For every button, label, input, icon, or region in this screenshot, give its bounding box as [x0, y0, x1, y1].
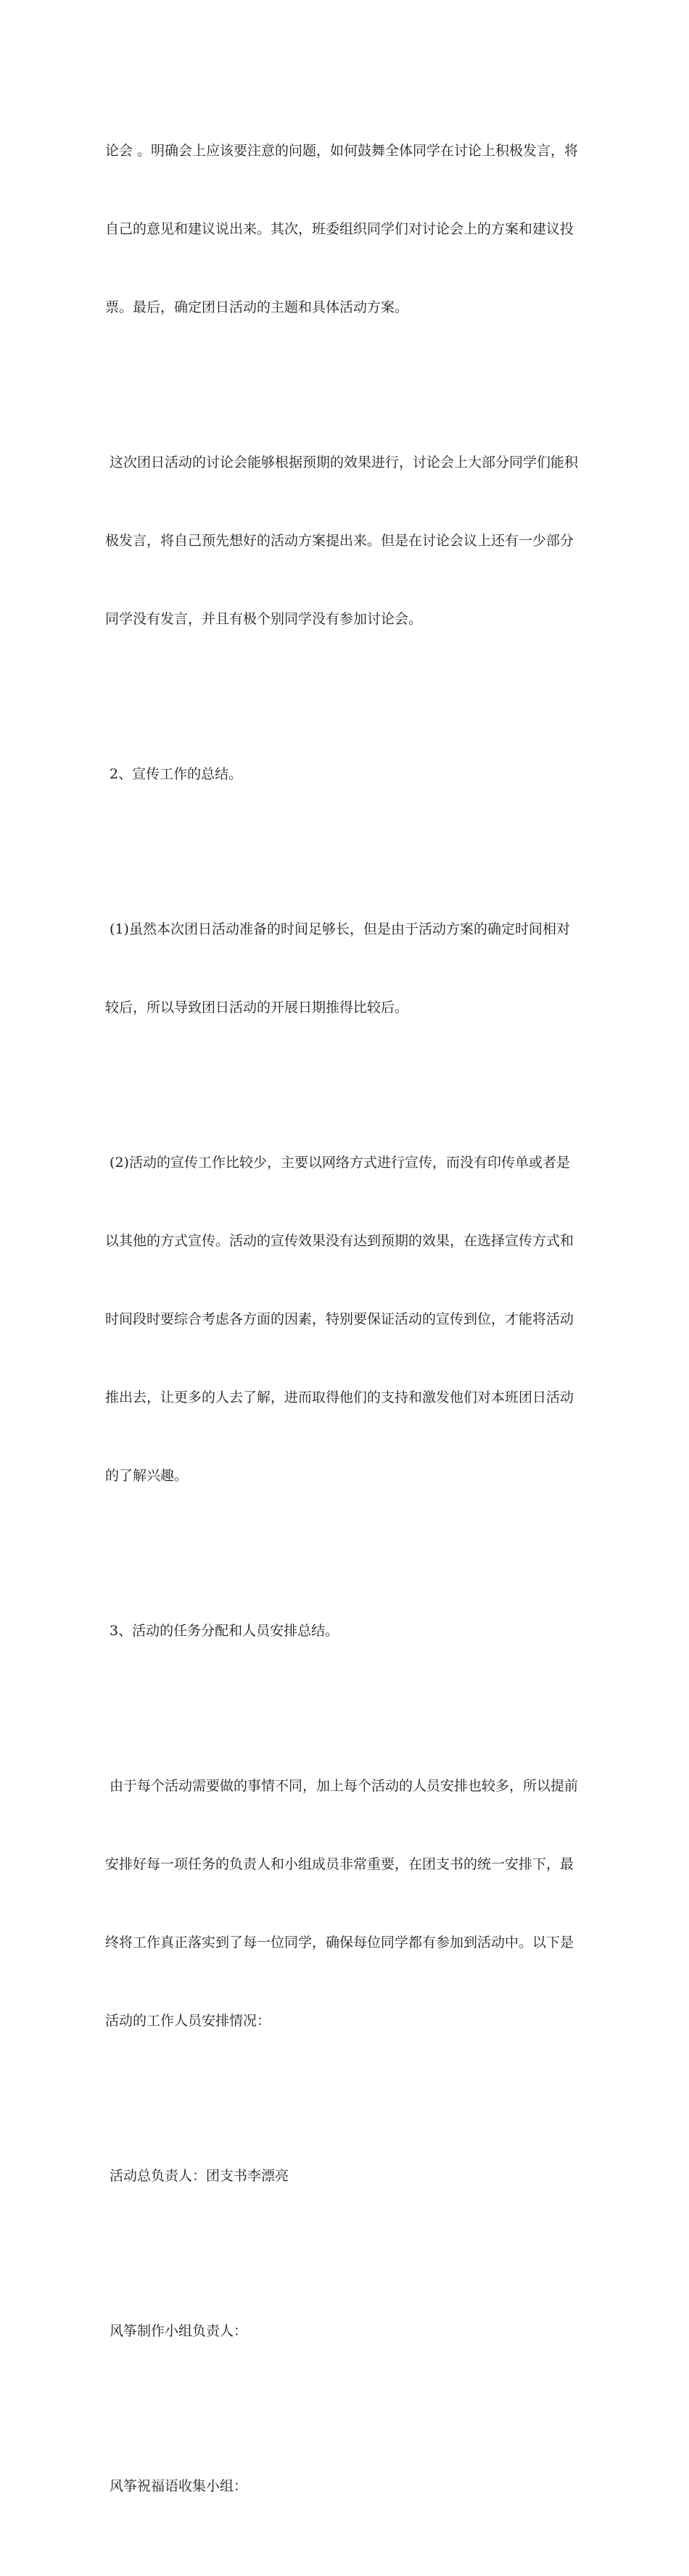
- paragraph-publicity-point-2: [105, 1097, 587, 1541]
- heading-line: 3、活动的任务分配和人员安排总结。: [105, 1623, 339, 1639]
- paragraph-discussion-plan: [105, 86, 587, 373]
- text-line: 活动的工作人员安排情况：: [105, 2013, 271, 2029]
- text-line: 推出去，让更多的人去了解，进而取得他们的支持和激发他们对本班团日活动: [105, 1389, 574, 1405]
- heading-line: 2、宣传工作的总结。: [105, 766, 243, 782]
- document-body: [105, 86, 587, 2576]
- text-line: 终将工作真正落实到了每一位同学，确保每位同学都有参加到活动中。以下是: [105, 1935, 574, 1950]
- paragraph-discussion-result: [105, 397, 587, 684]
- text-line: 风筝祝福语收集小组：: [105, 2478, 248, 2494]
- text-line: 同学没有发言，并且有极个别同学没有参加讨论会。: [105, 611, 423, 627]
- text-line: 极发言，将自己预先想好的活动方案提出来。但是在讨论会议上还有一少部分: [105, 533, 574, 549]
- staff-kite-making-group: [105, 2266, 587, 2396]
- text-line: 较后，所以导致团日活动的开展日期推得比较后。: [105, 1000, 409, 1015]
- text-line: 自己的意见和建议说出来。其次，班委组织同学们对讨论会上的方案和建议投: [105, 221, 574, 237]
- text-line: 风筝制作小组负责人：: [105, 2323, 248, 2339]
- section-heading-task-assignment: [105, 1566, 587, 1696]
- text-line: 活动总负责人：团支书李漂亮: [105, 2168, 289, 2184]
- text-line: 票。最后，确定团日活动的主题和具体活动方案。: [105, 299, 409, 315]
- staff-lead: [105, 2111, 587, 2241]
- text-line: (2)活动的宣传工作比较少，主要以网络方式进行宣传，而没有印传单或者是: [105, 1155, 570, 1171]
- text-line: 这次团日活动的讨论会能够根据预期的效果进行，讨论会上大部分同学们能积: [105, 454, 579, 470]
- text-line: 的了解兴趣。: [105, 1468, 189, 1484]
- text-line: 论会 。明确会上应该要注意的问题，如何鼓舞全体同学在讨论上积极发言，将: [105, 143, 579, 159]
- paragraph-publicity-point-1: [105, 864, 587, 1073]
- text-line: 时间段时要综合考虑各方面的因素，特别要保证活动的宣传到位，才能将活动: [105, 1311, 574, 1327]
- paragraph-task-assignment: [105, 1721, 587, 2086]
- text-line: 以其他的方式宣传。活动的宣传效果没有达到预期的效果，在选择宣传方式和: [105, 1233, 574, 1249]
- text-line: 安排好每一项任务的负责人和小组成员非常重要，在团支书的统一安排下，最: [105, 1856, 574, 1872]
- section-heading-publicity: [105, 709, 587, 839]
- text-line: 由于每个活动需要做的事情不同，加上每个活动的人员安排也较多，所以提前: [105, 1778, 579, 1794]
- staff-kite-blessing-group: [105, 2421, 587, 2551]
- text-line: (1)虽然本次团日活动准备的时间足够长，但是由于活动方案的确定时间相对: [105, 921, 570, 937]
